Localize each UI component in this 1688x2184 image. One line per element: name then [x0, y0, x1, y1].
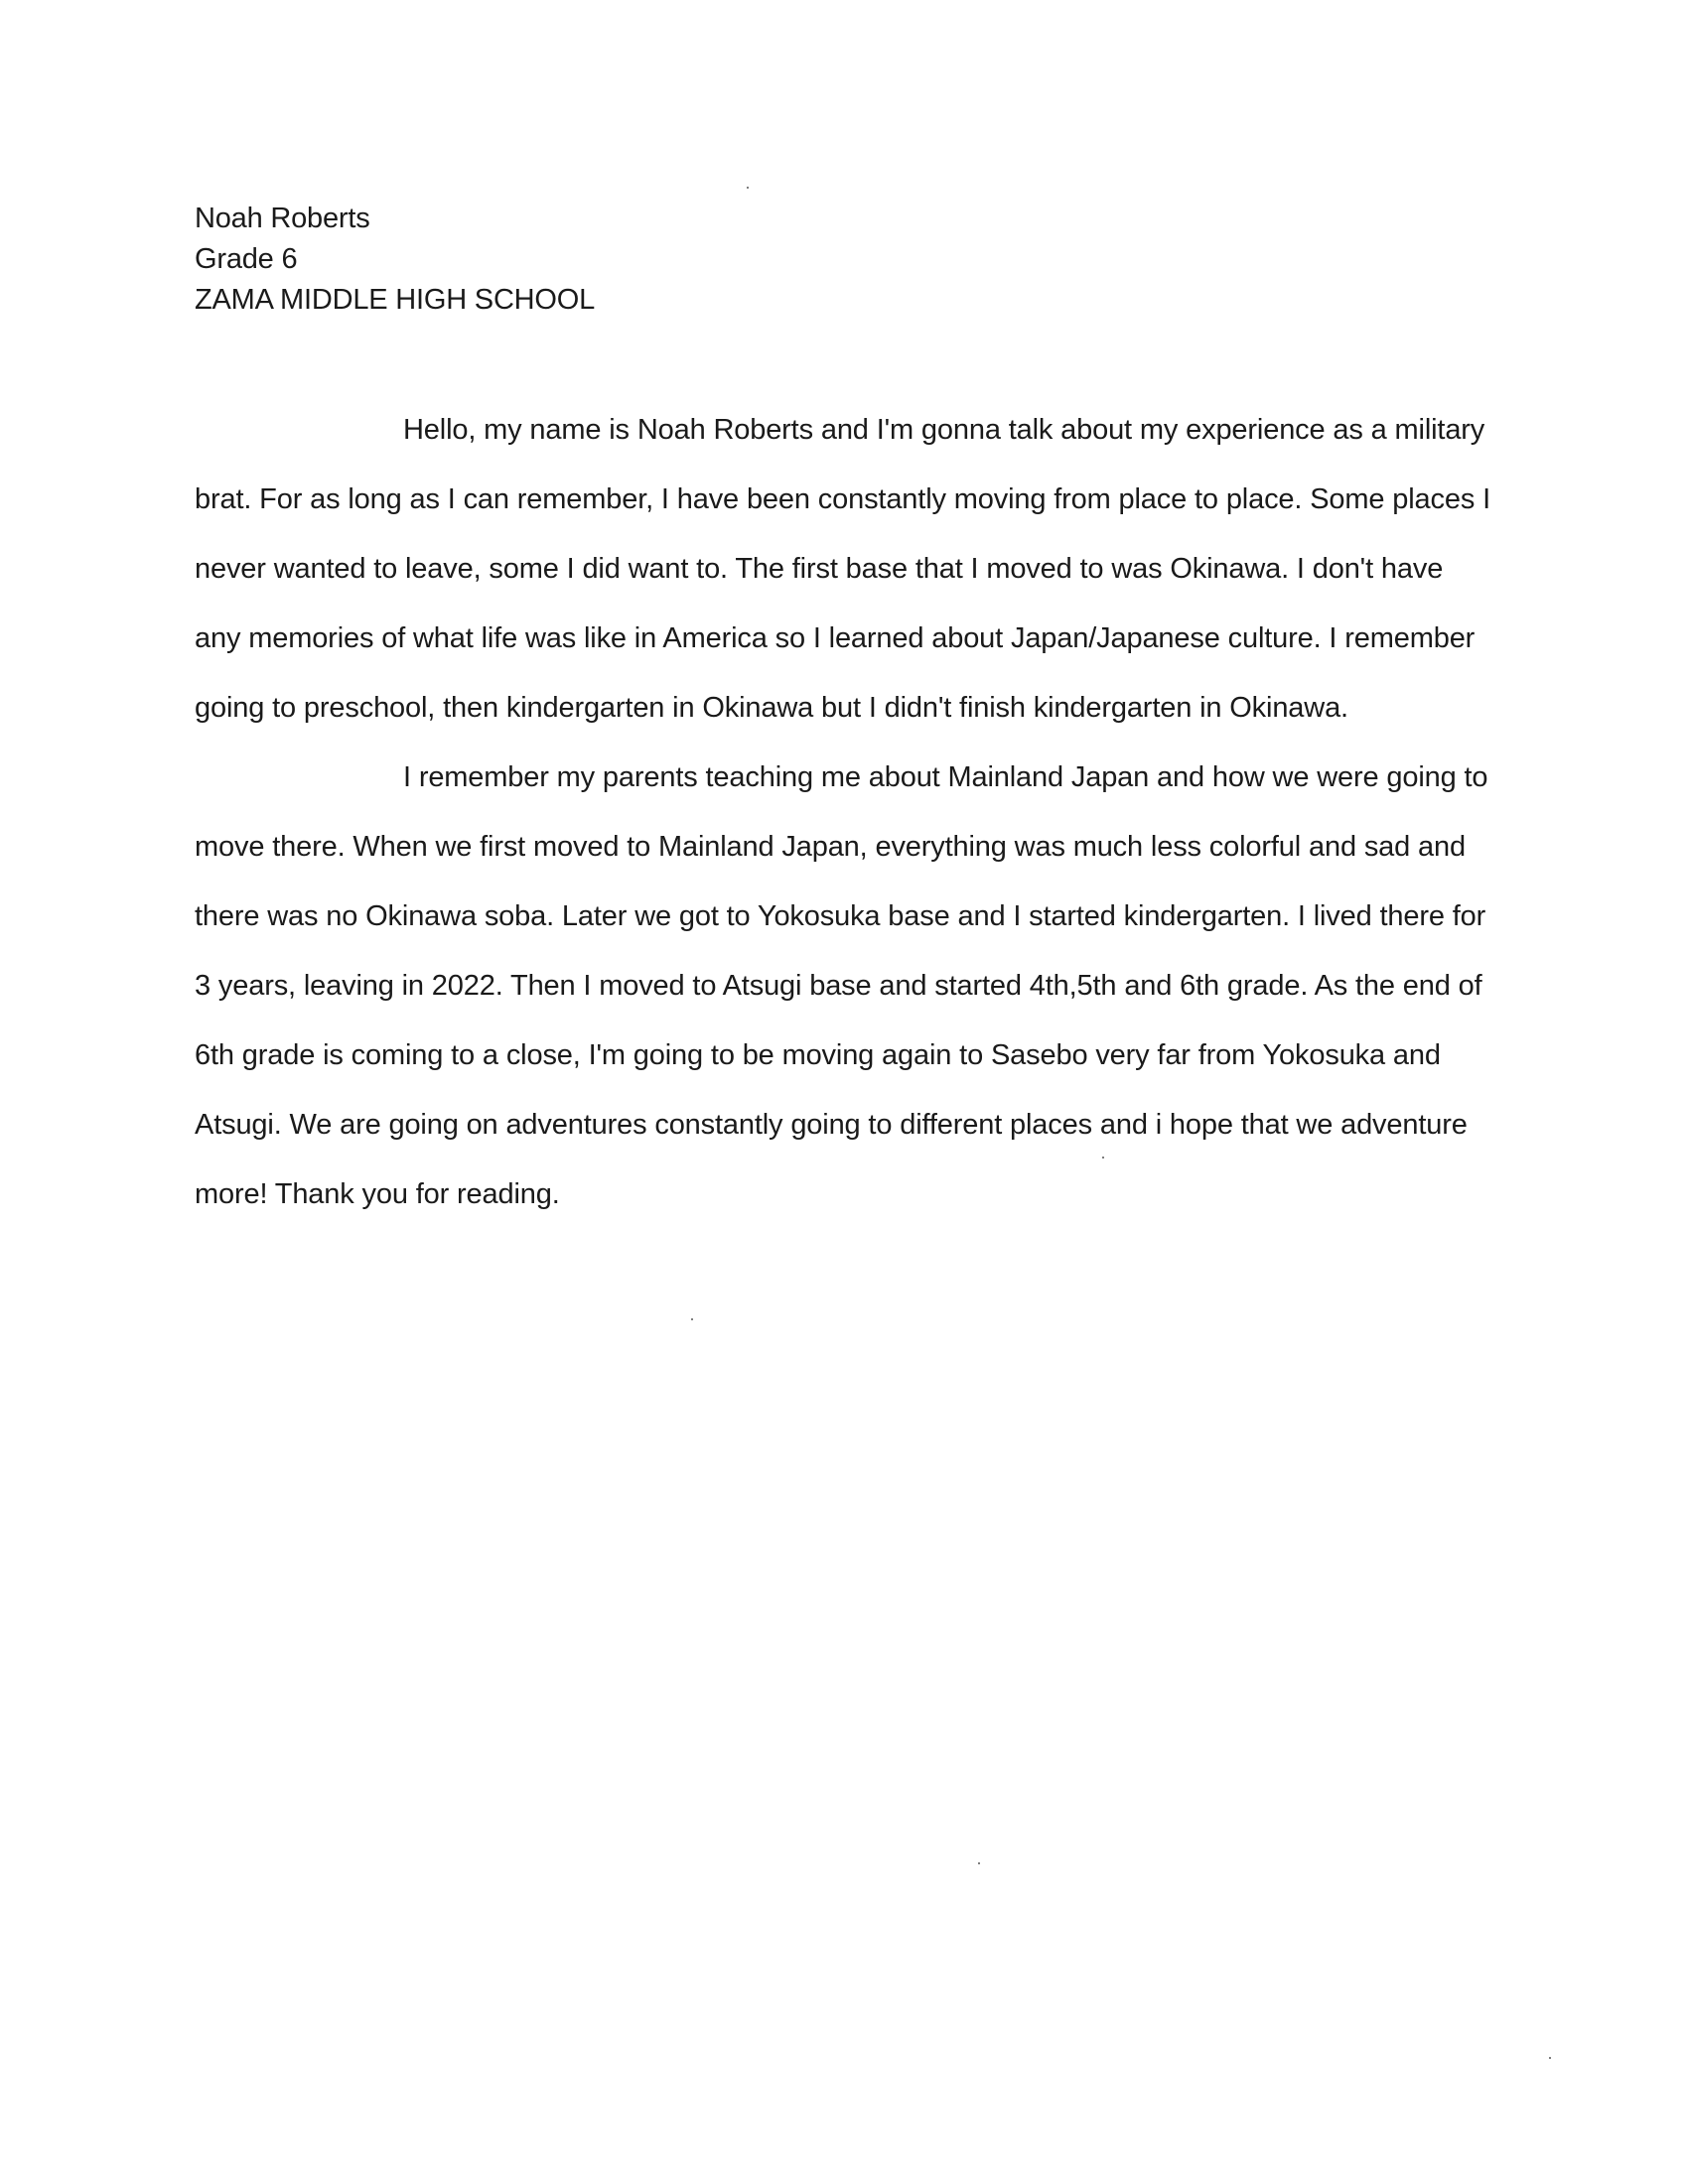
scan-speck [1549, 2057, 1551, 2059]
author-header [195, 199, 595, 321]
scan-speck [978, 1862, 980, 1864]
author-grade: Grade 6 [195, 243, 298, 275]
paragraph-2: I remember my parents teaching me about Mainland Japan and how we were going to move there. When we first moved to Mainland Japan, everything was much less colorful and sad and there was no Okinawa soba. Later we got to Yokosuka base and I started kindergarten. I lived there for 3 years, leaving in 2022. Then I moved to Atsugi base and started 4th,5th and 6th grade. As the end of 6th grade is coming to a close, I'm going to be moving again to Sasebo very far from Yokosuka and Atsugi. We are going on adventures constantly going to different places and i hope that we adventure more! Thank you for reading. [195, 761, 1488, 1210]
scan-speck [747, 187, 749, 189]
paragraph-1: Hello, my name is Noah Roberts and I'm gonna talk about my experience as a military brat. For as long as I can remember, I have been constantly moving from place to place. Some places I never wanted to leave, some I did want to. The first base that I moved to was Okinawa. I don't have any memories of what life was like in America so I learned about Japan/Japanese culture. I remember going to preschool, then kindergarten in Okinawa but I didn't finish kindergarten in Okinawa. [195, 414, 1491, 724]
scan-speck [1102, 1157, 1104, 1159]
school-name: ZAMA MIDDLE HIGH SCHOOL [195, 284, 596, 316]
scan-speck [691, 1318, 693, 1320]
author-name: Noah Roberts [195, 203, 370, 234]
essay-body [195, 395, 1491, 1229]
